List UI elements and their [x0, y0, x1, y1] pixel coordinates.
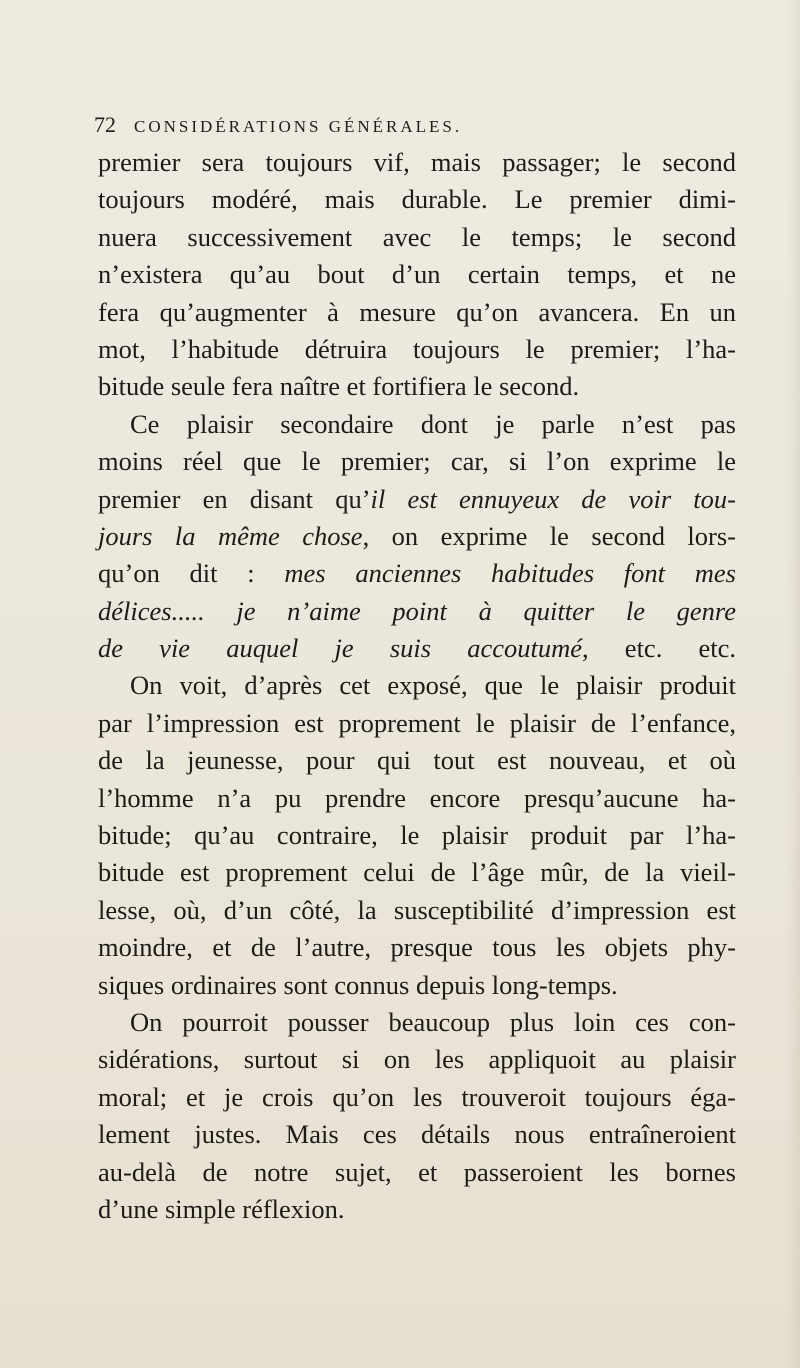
page-number: 72 [94, 112, 116, 137]
text-span: siques ordinaires sont connus depuis long-temps. [98, 969, 618, 1000]
italic-text: il est ennuyeux de voir tou- [370, 483, 736, 514]
text-span: bitude; qu’au contraire, le plaisir produit par l’ha- [98, 820, 736, 851]
text-line [98, 219, 736, 256]
text-line [98, 854, 736, 891]
text-line [98, 406, 736, 443]
text-span: moindre, et de l’autre, presque tous les objets phy- [98, 932, 736, 963]
text-line [98, 443, 736, 480]
text-line [98, 1116, 736, 1153]
text-span: premier sera toujours vif, mais passager; le second [98, 147, 736, 177]
text-span: mot, l’habitude détruira toujours le premier; l’ha- [98, 333, 736, 364]
text-line [98, 630, 736, 667]
italic-text: délices..... je n’aime point à quitter le genre [98, 595, 736, 626]
text-line [98, 481, 736, 518]
text-span: de la jeunesse, pour qui tout est nouveau, et où [98, 745, 736, 776]
page-edge-shadow [786, 0, 800, 1368]
text-line [98, 294, 736, 331]
italic-text: mes anciennes habitudes font mes [284, 558, 736, 589]
text-line [98, 667, 736, 704]
text-span: , on exprime le second lors- [362, 520, 736, 551]
text-line [98, 780, 736, 817]
text-line [98, 967, 736, 1004]
text-line [98, 1041, 736, 1078]
text-span: moral; et je crois qu’on les trouveroit toujours éga- [98, 1081, 736, 1112]
text-span: l’homme n’a pu prendre encore presqu’aucune ha- [98, 782, 736, 813]
text-span: toujours modéré, mais durable. Le premier dimi- [98, 184, 736, 215]
text-span: , etc. etc. [582, 633, 736, 664]
text-span: lement justes. Mais ces détails nous entraîneroient [98, 1119, 736, 1150]
text-span: lesse, où, d’un côté, la susceptibilité d’impression est [98, 894, 736, 925]
text-line [98, 1079, 736, 1116]
text-span: On pourroit pousser beaucoup plus loin ces con- [130, 1006, 736, 1037]
text-span: moins réel que le premier; car, si l’on exprime le [98, 446, 736, 477]
italic-text: jours la même chose [98, 520, 363, 551]
text-line [98, 892, 736, 929]
text-line [98, 817, 736, 854]
text-line [98, 368, 736, 405]
text-span: d’une simple réflexion. [98, 1193, 345, 1224]
text-line [98, 331, 736, 368]
text-line [98, 144, 736, 181]
text-line [98, 555, 736, 592]
text-span: fera qu’augmenter à mesure qu’on avancera. En un [98, 296, 736, 327]
text-line [98, 929, 736, 966]
text-span: qu’on dit : [98, 558, 285, 589]
text-span: bitude est proprement celui de l’âge mûr, de la vieil- [98, 857, 736, 888]
text-span: On voit, d’après cet exposé, que le plaisir produit [130, 670, 736, 701]
text-line [98, 181, 736, 218]
running-head: CONSIDÉRATIONS GÉNÉRALES. [134, 117, 463, 136]
text-line [98, 1154, 736, 1191]
text-line [98, 705, 736, 742]
page-header [94, 112, 714, 142]
text-line [98, 593, 736, 630]
text-line [98, 1191, 736, 1228]
italic-text: de vie auquel je suis accoutumé [98, 633, 583, 664]
text-line [98, 1004, 736, 1041]
text-span: bitude seule fera naître et fortifiera le second. [98, 371, 580, 402]
text-line [98, 256, 736, 293]
text-span: par l’impression est proprement le plaisir de l’enfance, [98, 707, 736, 738]
text-span: au-delà de notre sujet, et passeroient les bornes [98, 1156, 736, 1187]
text-line [98, 518, 736, 555]
text-span: Ce plaisir secondaire dont je parle n’est pas [130, 408, 736, 439]
text-span: premier en disant qu’ [98, 483, 371, 514]
text-line [98, 742, 736, 779]
text-span: nuera successivement avec le temps; le second [98, 221, 736, 252]
body-text [98, 144, 736, 1228]
text-span: n’existera qu’au bout d’un certain temps, et ne [98, 259, 736, 290]
text-span: sidérations, surtout si on les appliquoit au plaisir [98, 1044, 736, 1075]
